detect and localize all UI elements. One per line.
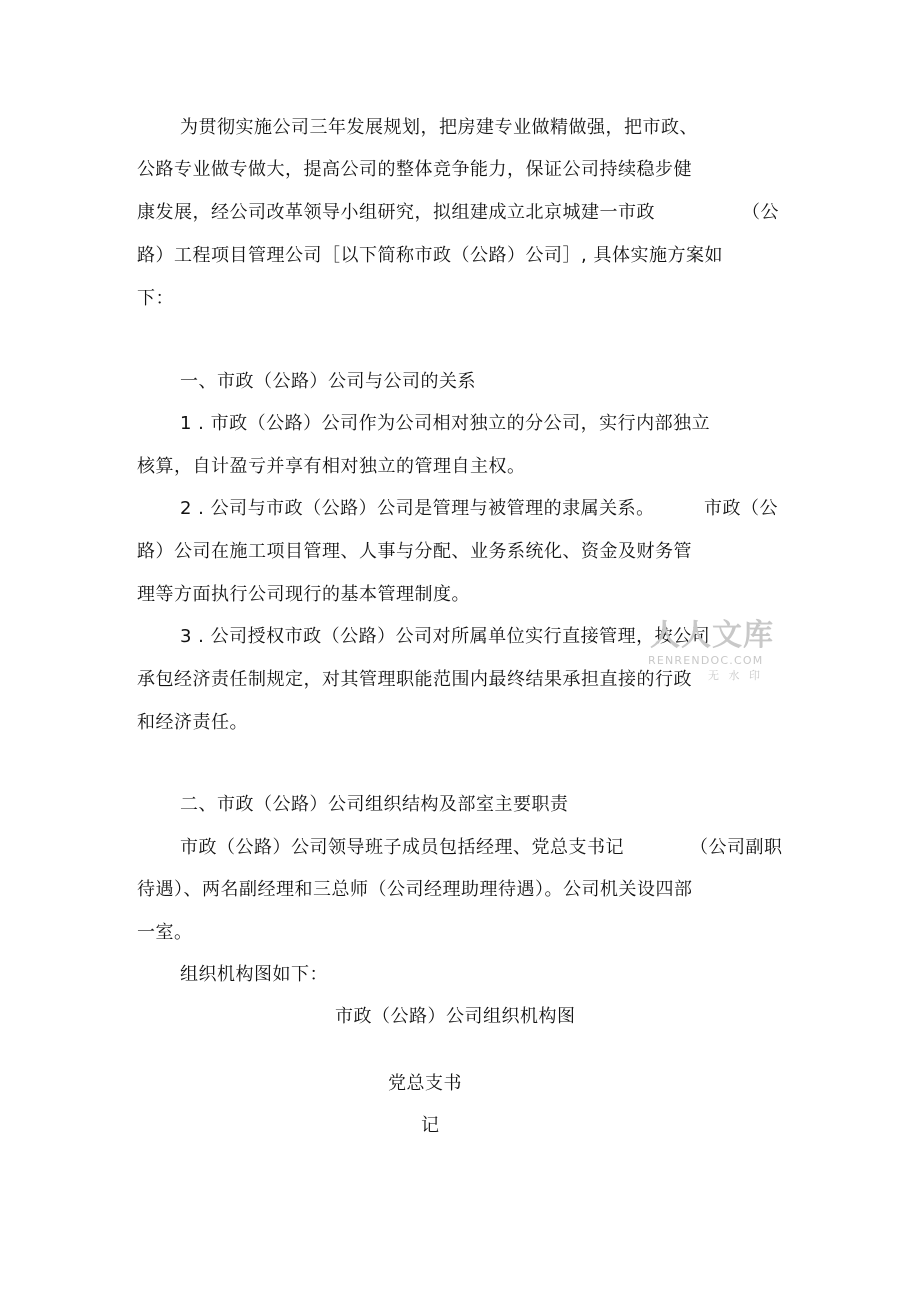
section2-line-1: 市政（公路）公司领导班子成员包括经理、党总支书记 bbox=[180, 837, 624, 858]
watermark-logo bbox=[646, 618, 786, 688]
section1-line-5: 理等方面执行公司现行的基本管理制度。 bbox=[137, 584, 470, 605]
watermark-title: 人人文库 bbox=[650, 618, 774, 653]
org-node-top-line-1: 党总支书 bbox=[388, 1073, 462, 1094]
intro-line-3: 康发展，经公司改革领导小组研究，拟组建成立北京城建一市政 bbox=[137, 202, 655, 223]
section2-line-4: 组织机构图如下： bbox=[180, 964, 328, 985]
watermark-note: 无 水 印 bbox=[708, 669, 763, 682]
org-node-top-line-2: 记 bbox=[421, 1115, 440, 1136]
section2-line-3: 一室。 bbox=[137, 922, 193, 943]
section1-line-6: 3 . 公司授权市政（公路）公司对所属单位实行直接管理，按公司 bbox=[180, 626, 711, 647]
section2-line-1-tail: （公司副职 bbox=[690, 837, 783, 858]
section1-line-7: 承包经济责任制规定，对其管理职能范围内最终结果承担直接的行政 bbox=[137, 669, 692, 690]
intro-line-2: 公路专业做专做大，提高公司的整体竞争能力，保证公司持续稳步健 bbox=[137, 159, 692, 180]
section1-line-8: 和经济责任。 bbox=[137, 712, 248, 733]
section2-heading: 二、市政（公路）公司组织结构及部室主要职责 bbox=[180, 794, 569, 815]
section1-line-1: 1 . 市政（公路）公司作为公司相对独立的分公司，实行内部独立 bbox=[180, 413, 711, 434]
intro-line-1: 为贯彻实施公司三年发展规划，把房建专业做精做强，把市政、 bbox=[180, 117, 698, 138]
intro-line-5: 下： bbox=[137, 288, 174, 309]
intro-line-3-tail: （公 bbox=[742, 202, 779, 223]
section1-line-4: 路）公司在施工项目管理、人事与分配、业务系统化、资金及财务管 bbox=[137, 541, 692, 562]
section1-line-3-tail: 市政（公 bbox=[704, 498, 778, 519]
section1-line-3: 2 . 公司与市政（公路）公司是管理与被管理的隶属关系。 bbox=[180, 498, 655, 519]
section2-line-2: 待遇）、两名副经理和三总师（公司经理助理待遇）。公司机关设四部 bbox=[137, 879, 693, 900]
intro-line-4: 路）工程项目管理公司［以下简称市政（公路）公司］, 具体实施方案如 bbox=[137, 245, 723, 266]
section1-heading: 一、市政（公路）公司与公司的关系 bbox=[180, 371, 476, 392]
org-chart-title: 市政（公路）公司组织机构图 bbox=[335, 1006, 576, 1027]
section1-line-2: 核算，自计盈亏并享有相对独立的管理自主权。 bbox=[137, 456, 526, 477]
watermark-url: RENRENDOC.COM bbox=[648, 654, 764, 667]
